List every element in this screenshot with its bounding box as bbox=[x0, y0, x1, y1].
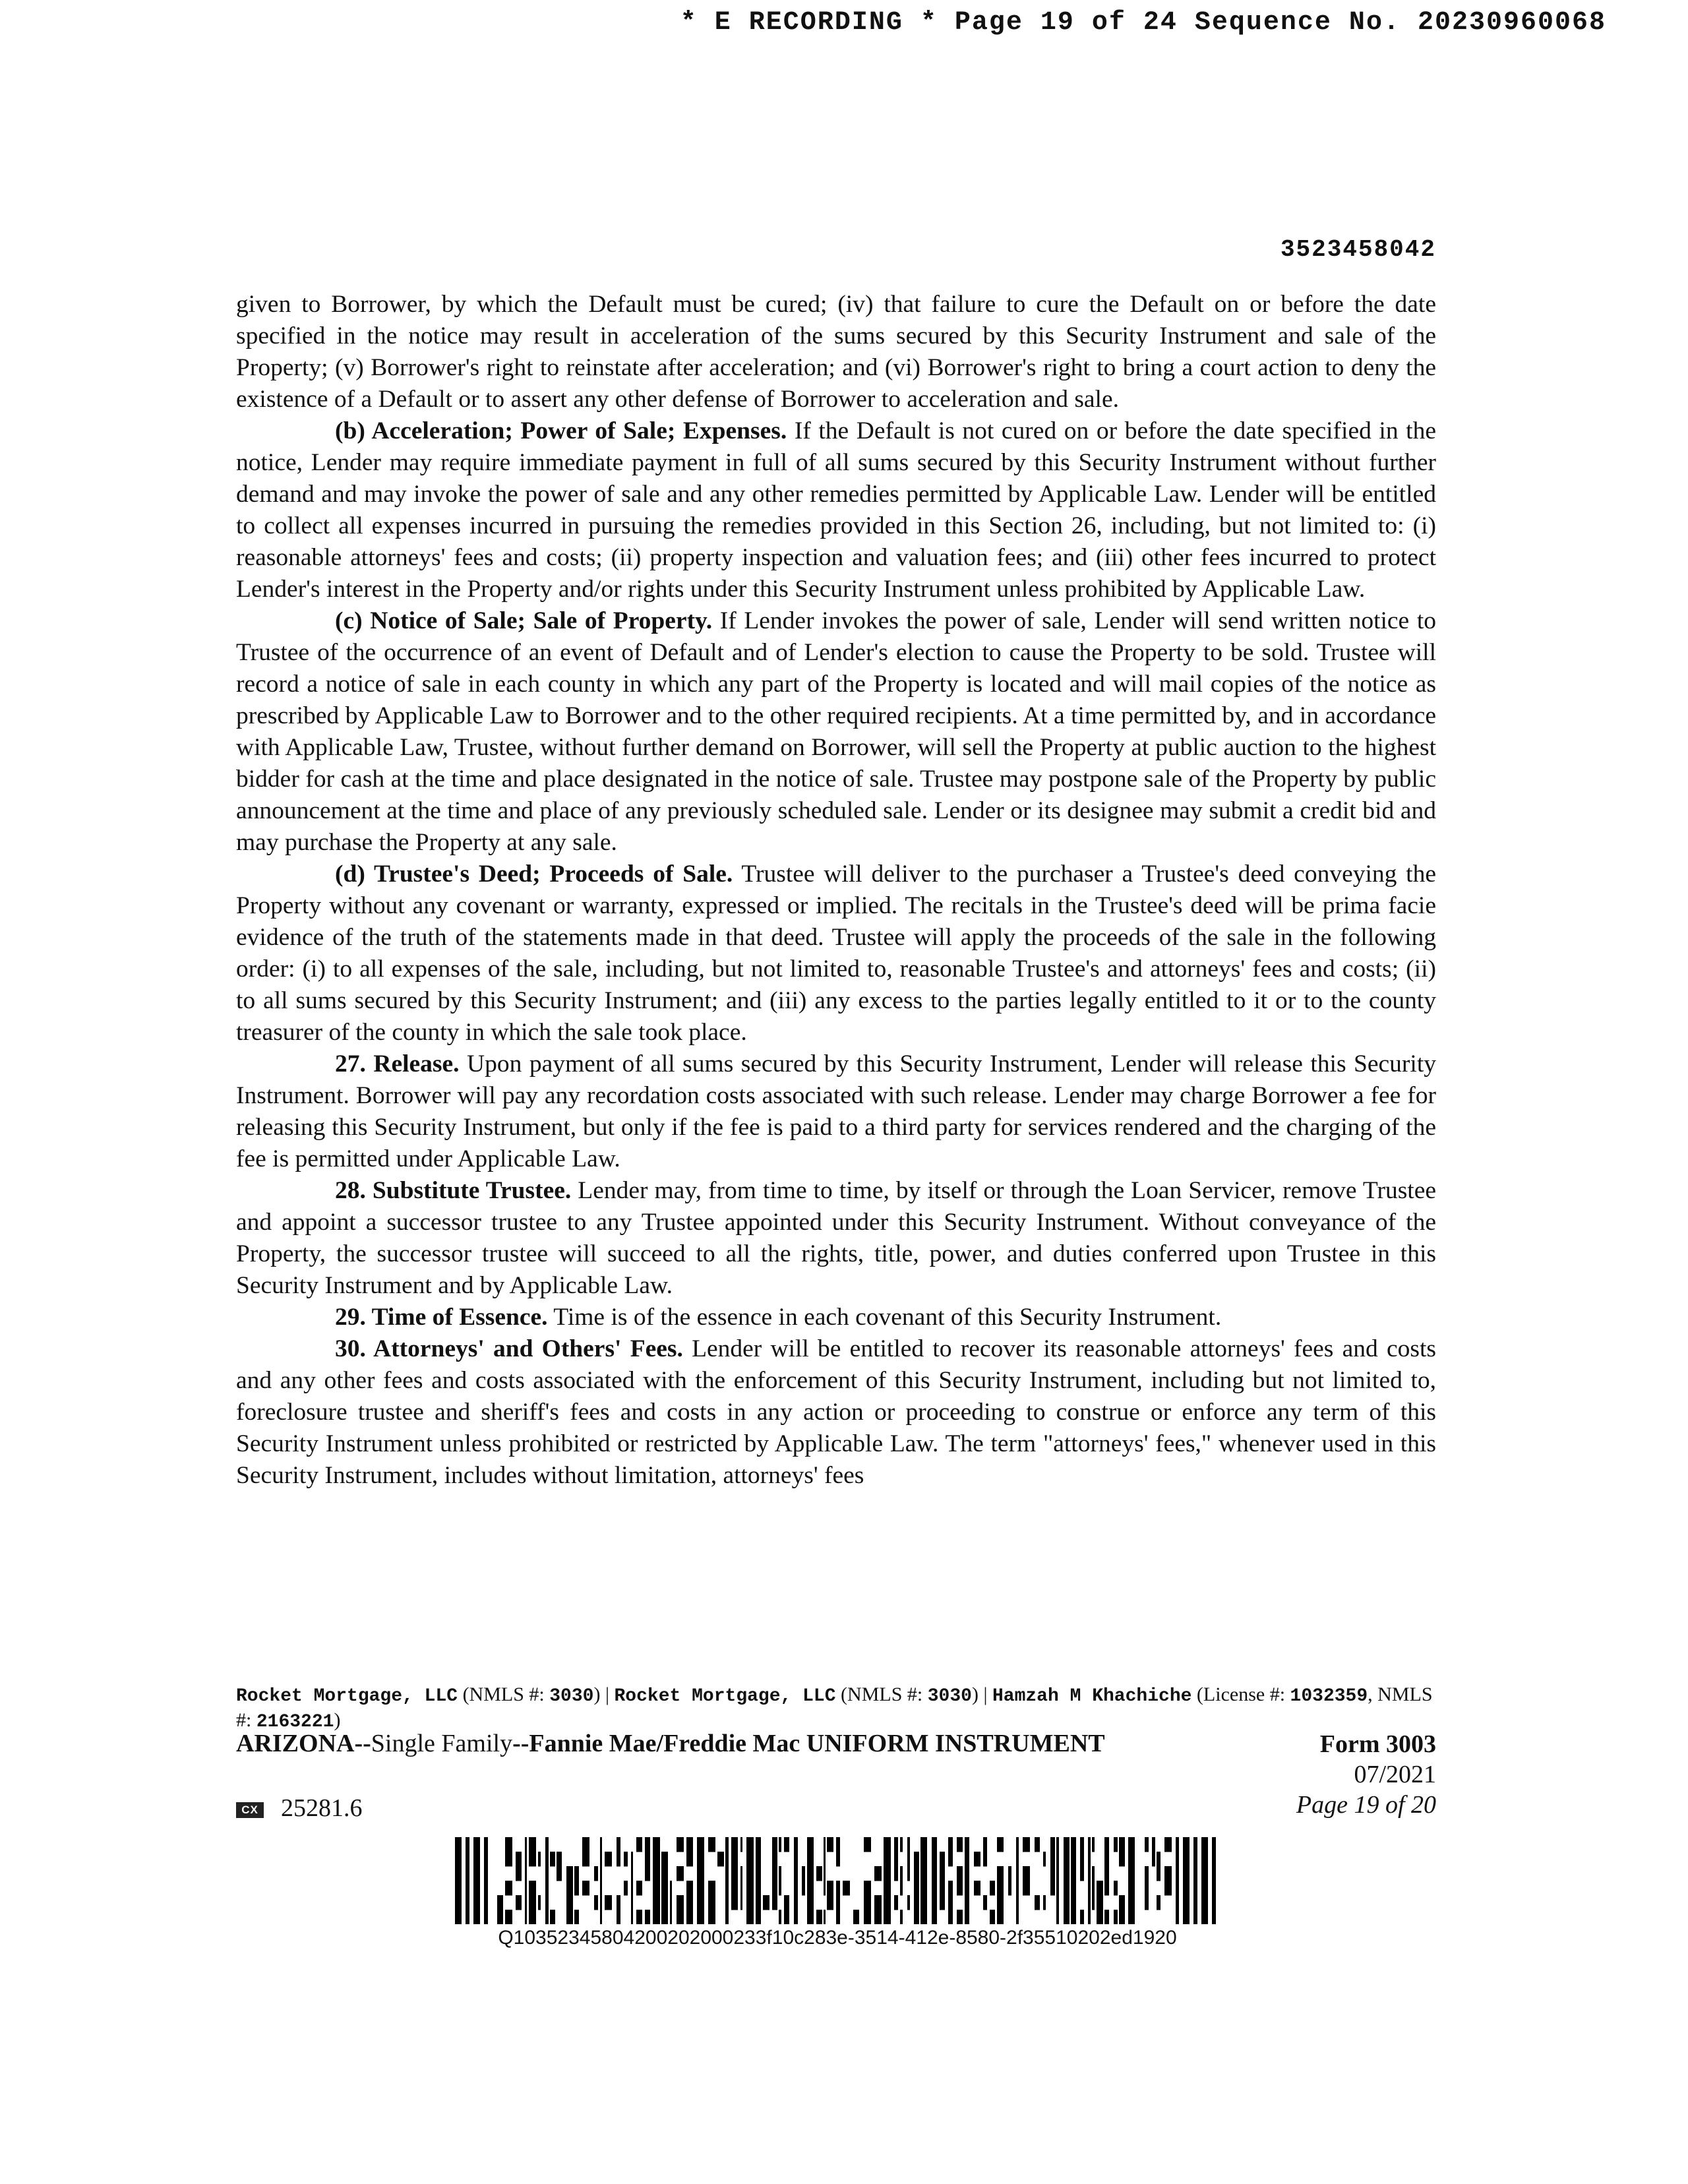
text-substitute-trustee: Lender may, from time to time, by itself or through the Loan Servicer, remove Trustee and appoint a successor trustee to any Trustee appointed under this Security Instrument. Without conveyance of the Property, the successor trustee will succeed to all the rights, title, power, and duties conferred upon Trustee in this Security Instrument and by Applicable Law. bbox=[236, 1177, 1436, 1299]
paragraph-continued: given to Borrower, by which the Default must be cured; (iv) that failure to cure the Default on or before the date specified in the notice may result in acceleration of the sums secured by this Security Instrument and sale of the Property; (v) Borrower's right to reinstate after acceleration; and (vi) Borrower's right to bring a court action to deny the existence of a Default or to assert any other defense of Borrower to acceleration and sale. bbox=[236, 291, 1436, 413]
lender-license-line bbox=[236, 1683, 1436, 1734]
state-name: ARIZONA bbox=[236, 1730, 355, 1757]
paragraph-time-of-essence bbox=[236, 1302, 1436, 1333]
paragraph-acceleration bbox=[236, 415, 1436, 605]
paragraph-trustees-deed bbox=[236, 859, 1436, 1048]
heading-release: 27. Release. bbox=[335, 1050, 460, 1077]
heading-acceleration: (b) Acceleration; Power of Sale; Expenses. bbox=[335, 417, 787, 444]
text-time-of-essence: Time is of the essence in each covenant of this Security Instrument. bbox=[547, 1304, 1222, 1331]
lender-name-1: Rocket Mortgage, LLC bbox=[236, 1686, 458, 1707]
paragraph-release bbox=[236, 1048, 1436, 1175]
license-label: (License #: bbox=[1191, 1684, 1290, 1705]
text-attorneys-fees: Lender will be entitled to recover its reasonable attorneys' fees and costs and any other fees and costs associated with the enforcement of this Security Instrument, including but not limited to, foreclosure trustee and sheriff's fees and costs in any action or proceeding to construe or enforce any term of this Security Instrument unless prohibited or restricted by Applicable Law. The term "attorneys' fees," whenever used in this Security Instrument, includes without limitation, attorneys' fees bbox=[236, 1335, 1436, 1489]
recording-header: * E RECORDING * Page 19 of 24 Sequence No. 20230960068 bbox=[680, 8, 1606, 38]
loan-originator-name: Hamzah M Khachiche bbox=[992, 1686, 1192, 1707]
document-body bbox=[236, 289, 1436, 1492]
dashes: -- bbox=[354, 1730, 371, 1757]
paragraph-substitute-trustee bbox=[236, 1175, 1436, 1302]
barcode bbox=[455, 1837, 1220, 1949]
form-date: 07/2021 bbox=[1354, 1761, 1436, 1788]
heading-attorneys-fees: 30. Attorneys' and Others' Fees. bbox=[335, 1335, 683, 1362]
separator-2: | bbox=[978, 1684, 992, 1705]
nmls-label-2: (NMLS #: bbox=[835, 1684, 928, 1705]
text-trustees-deed: Trustee will deliver to the purchaser a Trustee's deed conveying the Property without any covenant or warranty, expressed or implied. The recitals in the Trustee's deed will be prima facie evidence of the truth of the statements made in that deed. Trustee will apply the proceeds of the sale in the following order: (i) to all expenses of the sale, including, but not limited to, reasonable Trustee's and attorneys' fees and costs; (ii) to all sums secured by this Security Instrument; and (iii) any excess to the parties legally entitled to it or to the county treasurer of the county in which the sale took place. bbox=[236, 861, 1436, 1046]
paragraph-attorneys-fees bbox=[236, 1333, 1436, 1492]
document-code bbox=[236, 1794, 363, 1823]
barcode-image bbox=[455, 1837, 1220, 1924]
nmls-close-1: ) bbox=[593, 1684, 601, 1705]
loan-number: 3523458042 bbox=[1280, 236, 1436, 263]
heading-time-of-essence: 29. Time of Essence. bbox=[335, 1304, 548, 1331]
document-code-number: 25281.6 bbox=[281, 1794, 363, 1822]
cx-logo-icon: CX bbox=[236, 1802, 264, 1818]
family-type: Single Family bbox=[371, 1730, 513, 1757]
separator-1: | bbox=[600, 1684, 615, 1705]
barcode-text: Q10352345804200202000233f10c283e-3514-412e-8580-2f35510202ed1920 bbox=[498, 1927, 1177, 1949]
paragraph-notice-of-sale bbox=[236, 605, 1436, 859]
text-notice-of-sale: If Lender invokes the power of sale, Lender will send written notice to Trustee of the occurrence of an event of Default and of Lender's election to cause the Property to be sold. Trustee will record a notice of sale in each county in which any part of the Property is located and will mail copies of the notice as prescribed by Applicable Law to Borrower and to the other required recipients. At a time permitted by, and in accordance with Applicable Law, Trustee, without further demand on Borrower, will sell the Property at public auction to the highest bidder for cash at the time and place designated in the notice of sale. Trustee may postpone sale of the Property by public announcement at the time and place of any previously scheduled sale. Lender or its designee may submit a credit bid and may purchase the Property at any sale. bbox=[236, 607, 1437, 856]
nmls-label-1: (NMLS #: bbox=[458, 1684, 550, 1705]
heading-substitute-trustee: 28. Substitute Trustee. bbox=[335, 1177, 572, 1204]
instrument-name: --Fannie Mae/Freddie Mac UNIFORM INSTRUMENT bbox=[512, 1730, 1105, 1757]
text-acceleration: If the Default is not cured on or before the date specified in the notice, Lender may require immediate payment in full of all sums secured by this Security Instrument without further demand and may invoke the power of sale and any other remedies permitted by Applicable Law. Lender will be entitled to collect all expenses incurred in pursuing the remedies provided in this Section 26, including, but not limited to: (i) reasonable attorneys' fees and costs; (ii) property inspection and valuation fees; and (iii) other fees incurred to protect Lender's interest in the Property and/or rights under this Security Instrument unless prohibited by Applicable Law. bbox=[236, 417, 1436, 603]
nmls-close-3: ) bbox=[334, 1709, 341, 1731]
nmls-number-1: 3030 bbox=[549, 1686, 594, 1707]
license-number: 1032359 bbox=[1290, 1686, 1368, 1707]
heading-trustees-deed: (d) Trustee's Deed; Proceeds of Sale. bbox=[335, 861, 733, 888]
text-release: Upon payment of all sums secured by this Security Instrument, Lender will release this Security Instrument. Borrower will pay any recordation costs associated with such release. Lender may charge Borrower a fee for releasing this Security Instrument, but only if the fee is paid to a third party for services rendered and the charging of the fee is permitted under Applicable Law. bbox=[236, 1050, 1436, 1172]
heading-notice-of-sale: (c) Notice of Sale; Sale of Property. bbox=[335, 607, 713, 634]
form-number: Form 3003 bbox=[1319, 1730, 1436, 1758]
nmls-label-3: , NMLS #: bbox=[236, 1684, 1433, 1731]
nmls-number-3: 2163221 bbox=[256, 1712, 334, 1732]
lender-name-2: Rocket Mortgage, LLC bbox=[614, 1686, 836, 1707]
page-number: Page 19 of 20 bbox=[1296, 1791, 1436, 1819]
nmls-close-2: ) bbox=[971, 1684, 979, 1705]
nmls-number-2: 3030 bbox=[927, 1686, 972, 1707]
form-info bbox=[1296, 1729, 1436, 1820]
form-title-line bbox=[236, 1729, 1436, 1758]
